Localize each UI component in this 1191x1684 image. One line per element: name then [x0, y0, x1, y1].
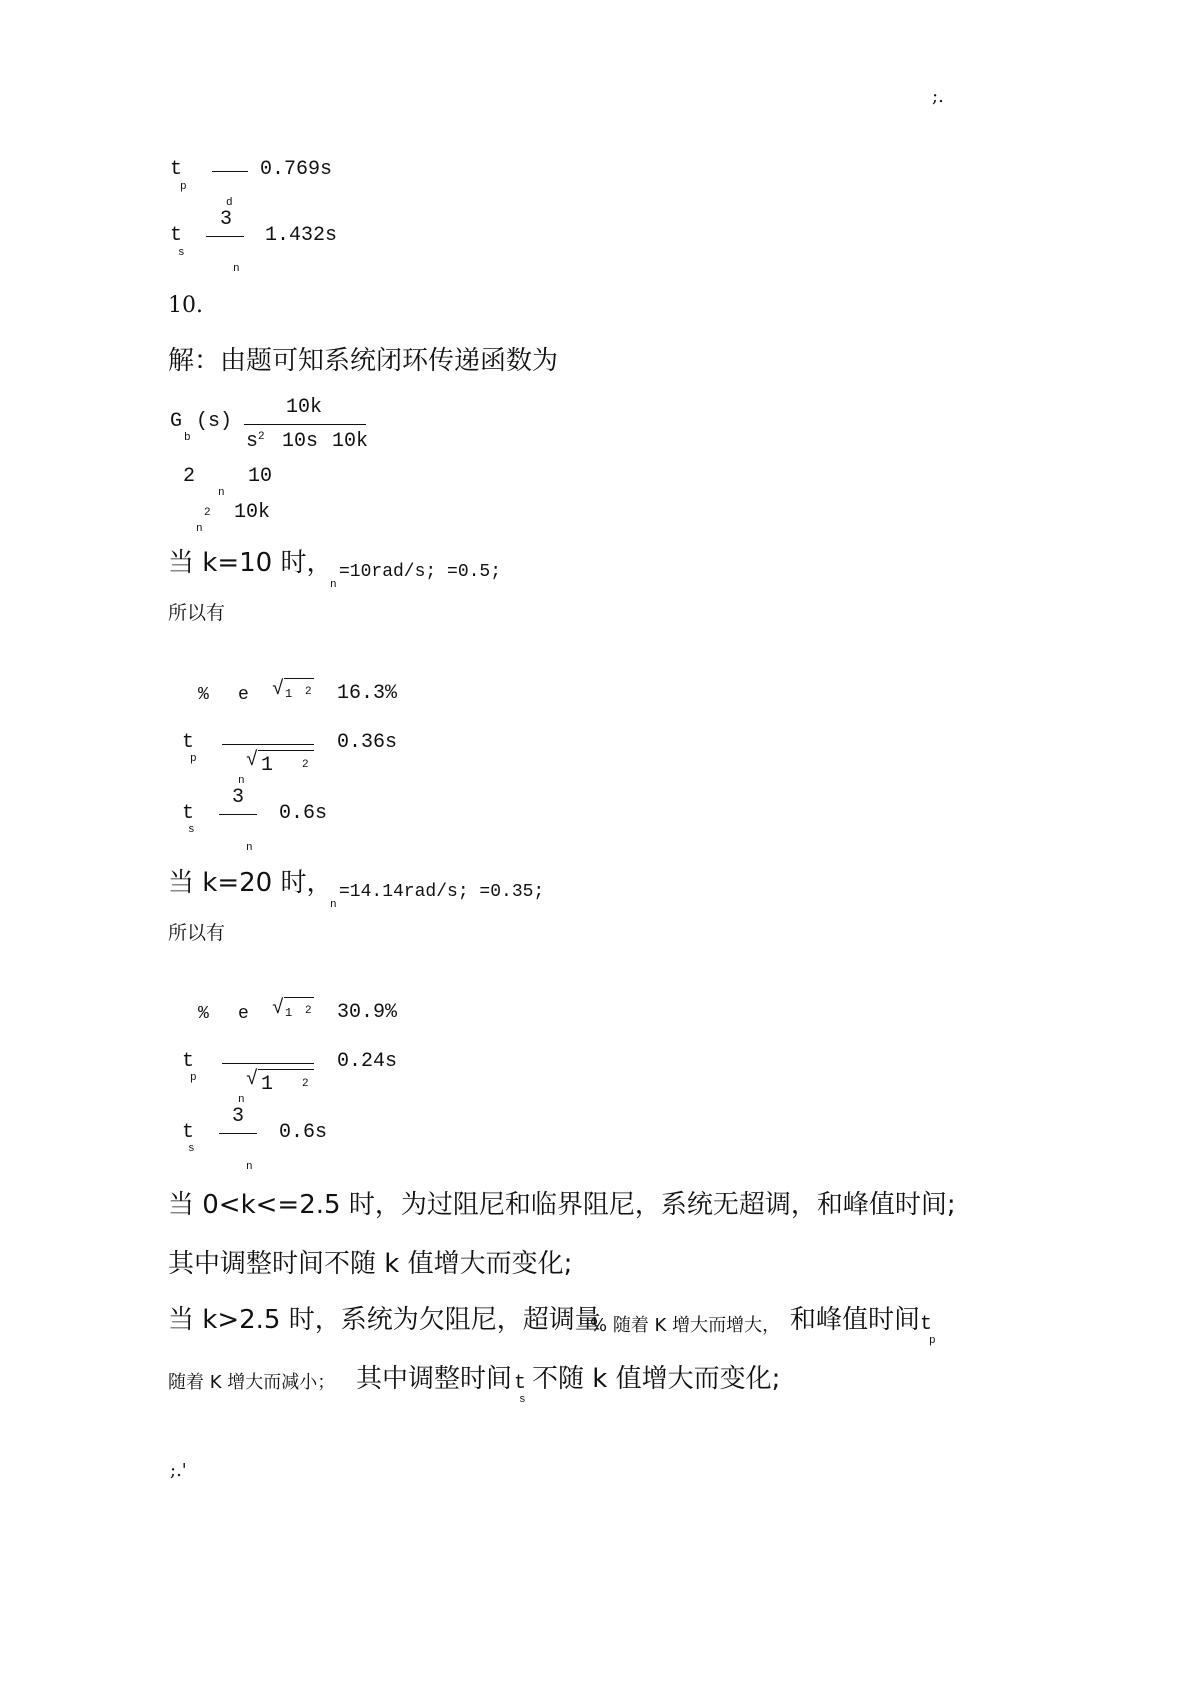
- rel1-coef: 2: [183, 465, 196, 488]
- case1-ts-bar: [219, 814, 257, 815]
- case2-tp-radical-sign: √: [246, 1068, 259, 1091]
- conclusion-line-2: 其中调整时间不随 k 值增大而变化;: [168, 1249, 573, 1279]
- case2-exp-one: 1: [285, 1006, 293, 1020]
- case2-exp-two: 2: [305, 1005, 312, 1017]
- case1-tp-bar: [222, 744, 314, 745]
- case1-ts-sub: s: [188, 824, 195, 836]
- ts-value: 1.432s: [265, 224, 338, 247]
- footer-mark: ;.': [170, 1460, 187, 1481]
- case1-ts-n: n: [246, 842, 253, 854]
- case1-e: e: [238, 685, 249, 705]
- case2-tp-one: 1: [261, 1073, 274, 1096]
- case1-tp-t: t: [182, 731, 195, 754]
- tf-den-end: 10k: [332, 430, 369, 453]
- ts-subscript: s: [178, 247, 185, 259]
- conclusion-line-4-a: 随着 K 增大而减小；: [168, 1372, 336, 1393]
- case2-heading: 当 k=20 时，: [168, 868, 333, 898]
- g-subscript: b: [184, 432, 191, 444]
- case1-exp-radical-sign: √: [272, 678, 285, 701]
- conclusion-line-3-c: 和峰值时间: [790, 1305, 921, 1335]
- conclusion-line-3-sub: p: [929, 1335, 936, 1347]
- tf-den-mid: 10s: [282, 430, 319, 453]
- solution-intro: 解：由题可知系统闭环传递函数为: [168, 346, 559, 376]
- rel2-sub: n: [196, 523, 203, 535]
- case2-tp-bar: [222, 1063, 314, 1064]
- case1-heading: 当 k=10 时，: [168, 548, 333, 578]
- rel1-rhs: 10: [248, 465, 273, 488]
- case1-exp-one: 1: [285, 687, 293, 701]
- case1-exp-radical-bar: [284, 678, 314, 679]
- tp-value: 0.769s: [260, 158, 333, 181]
- case1-tp-radical-bar: [258, 750, 314, 751]
- conclusion-line-1: 当 0<k<=2.5 时，为过阻尼和临界阻尼，系统无超调，和峰值时间;: [168, 1190, 956, 1220]
- ts-denominator-sub: n: [233, 263, 240, 275]
- case1-so: 所以有: [168, 602, 226, 624]
- conclusion-line-3-a: 当 k>2.5 时，系统为欠阻尼，超调量: [168, 1305, 601, 1335]
- rel1-sub: n: [218, 487, 225, 499]
- ts-numerator: 3: [220, 208, 233, 231]
- tp-fraction-bar: [212, 171, 248, 172]
- case1-tp-n: n: [238, 775, 245, 787]
- conclusion-line-4-b: 其中调整时间: [356, 1364, 513, 1394]
- conclusion-line-4-c: 不随 k 值增大而变化;: [532, 1364, 781, 1394]
- case1-params: =10rad/s; =0.5;: [339, 562, 502, 582]
- case1-tp-one: 1: [261, 754, 274, 777]
- tf-den-s-sup: 2: [258, 431, 265, 443]
- conclusion-line-3-t: t: [920, 1313, 933, 1336]
- case1-ts-num: 3: [232, 786, 245, 809]
- case2-tp-radical-bar: [258, 1069, 314, 1070]
- case2-ts-sub: s: [188, 1143, 195, 1155]
- case1-tp-sub: p: [190, 753, 197, 765]
- tp-symbol: t: [170, 158, 183, 181]
- case2-ts-value: 0.6s: [279, 1121, 328, 1144]
- case2-sub: n: [330, 899, 337, 911]
- case1-tp-radical-sign: √: [246, 749, 259, 772]
- conclusion-line-3-b: % 随着 K 增大而增大，: [590, 1315, 781, 1336]
- tp-denominator-sub: d: [226, 197, 233, 209]
- case2-tp-n: n: [238, 1094, 245, 1106]
- case1-pct: %: [198, 685, 209, 705]
- tp-subscript: p: [180, 181, 187, 193]
- problem-number: 10.: [168, 293, 203, 318]
- rel2-sup: 2: [204, 507, 211, 519]
- case2-ts-n: n: [246, 1161, 253, 1173]
- case1-overshoot-value: 16.3%: [337, 682, 398, 705]
- conclusion-line-4-sub: s: [519, 1394, 526, 1406]
- case2-ts-bar: [219, 1133, 257, 1134]
- case2-e: e: [238, 1004, 249, 1024]
- ts-symbol: t: [170, 224, 183, 247]
- header-mark: ;.: [932, 86, 944, 107]
- case1-ts-t: t: [182, 802, 195, 825]
- tf-fraction-bar: [244, 424, 366, 425]
- case1-tp-value: 0.36s: [337, 731, 398, 754]
- case2-tp-t: t: [182, 1050, 195, 1073]
- rel2-rhs: 10k: [234, 501, 271, 524]
- case2-exp-radical-sign: √: [272, 997, 285, 1020]
- case2-overshoot-value: 30.9%: [337, 1001, 398, 1024]
- case2-params: =14.14rad/s; =0.35;: [339, 882, 545, 902]
- g-symbol: G: [170, 410, 183, 433]
- g-argument: (s): [196, 410, 233, 433]
- case2-so: 所以有: [168, 922, 226, 944]
- ts-fraction-bar: [206, 236, 244, 237]
- case2-exp-radical-bar: [284, 997, 314, 998]
- tf-numerator: 10k: [286, 396, 323, 419]
- case2-ts-t: t: [182, 1121, 195, 1144]
- case1-sub: n: [330, 579, 337, 591]
- case1-exp-two: 2: [305, 686, 312, 698]
- tf-den-s: s: [246, 430, 259, 453]
- case2-tp-two: 2: [302, 1078, 309, 1090]
- case1-ts-value: 0.6s: [279, 802, 328, 825]
- case2-tp-value: 0.24s: [337, 1050, 398, 1073]
- case2-pct: %: [198, 1004, 209, 1024]
- case2-tp-sub: p: [190, 1072, 197, 1084]
- conclusion-line-4-t: t: [514, 1372, 527, 1395]
- case1-tp-two: 2: [302, 759, 309, 771]
- case2-ts-num: 3: [232, 1105, 245, 1128]
